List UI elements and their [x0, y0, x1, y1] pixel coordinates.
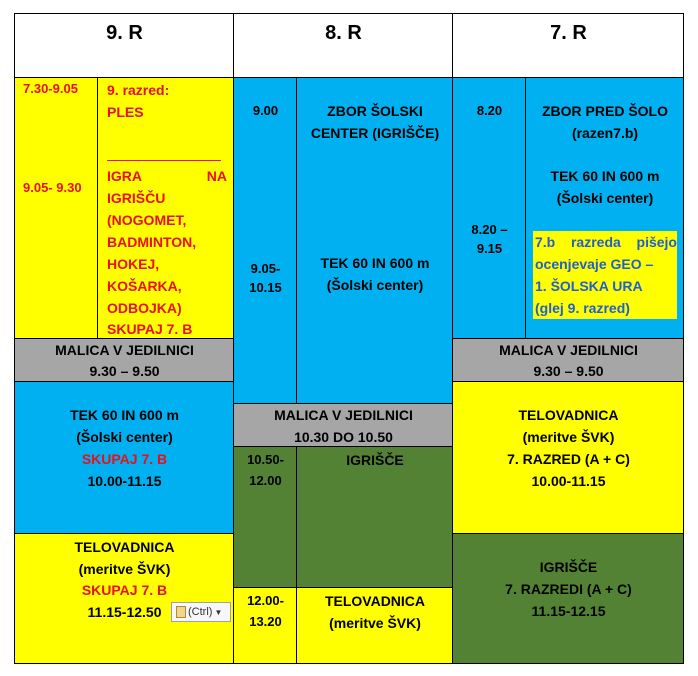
header-9r-label: 9. R: [106, 22, 143, 44]
r7-note-line4: (glej 9. razred): [535, 300, 630, 316]
r9-malica-line1: MALICA V JEDILNICI: [55, 342, 194, 358]
r9-event1-line2: PLES: [107, 104, 144, 120]
r7-time1: 8.20: [476, 103, 503, 118]
r9-tek: [14, 381, 234, 534]
r8-igrisce-label: IGRIŠČE: [346, 452, 404, 468]
r8-time-cell-4: [233, 587, 297, 664]
r9-malica-line2: 9.30 – 9.50: [89, 363, 160, 379]
r7-event1b-line1: TEK 60 IN 600 m: [550, 168, 660, 184]
r7-event1b-line2: (Šolski center): [556, 190, 654, 206]
r9-event2-line8: SKUPAJ 7. B: [107, 321, 193, 337]
r9-time1: 7.30-9.05: [23, 81, 78, 96]
r9-tek-line2: (Šolski center): [76, 429, 173, 445]
header-8r: [233, 13, 453, 78]
header-9r: [14, 13, 234, 78]
r7-igrisce-line1: IGRIŠČE: [539, 559, 598, 575]
r9-event2-line6: KOŠARKA,: [107, 278, 182, 294]
r9-telovadnica: [14, 533, 234, 664]
r7-note-line2: ocenjevaje GEO –: [535, 256, 654, 272]
r9-event2-line1: IGRA NA: [107, 168, 227, 184]
r8-malica-line2: 10.30 DO 10.50: [294, 429, 393, 445]
r9-event-cell: [97, 77, 234, 339]
r9-event2-line3: (NOGOMET,: [107, 212, 187, 228]
r7-event1-line1: ZBOR PRED ŠOLO: [541, 103, 668, 119]
r7-event-cell-1: [525, 77, 684, 339]
paste-options-button[interactable]: [171, 602, 231, 622]
r8-event2-line1: TEK 60 IN 600 m: [320, 255, 430, 271]
r8-malica: [233, 403, 453, 447]
header-7r: [452, 13, 684, 78]
r7-note-line3: 1. ŠOLSKA URA: [535, 278, 643, 294]
r7-igrisce-line2: 7. RAZREDI (A + C): [505, 581, 632, 597]
r9-tek-line1: TEK 60 IN 600 m: [70, 407, 179, 423]
r9-event2-line4: BADMINTON,: [107, 234, 197, 250]
r9-divider: [107, 160, 221, 161]
r9-malica: [14, 338, 234, 382]
r7-malica: [452, 338, 684, 382]
r8-time1: 9.00: [252, 103, 279, 118]
r8-igrisce: [296, 446, 453, 588]
r8-telovadnica-line2: (meritve ŠVK): [329, 615, 421, 631]
r8-time-cell-3: [233, 446, 297, 588]
r9-event1-line1: 9. razred:: [107, 82, 170, 98]
r8-time3-line2: 12.00: [249, 473, 282, 488]
r8-time2-line2: 10.15: [249, 280, 282, 295]
r8-time2-line1: 9.05-: [250, 261, 281, 276]
r9-event2-line2: IGRIŠČU: [107, 190, 166, 206]
header-8r-label: 8. R: [325, 22, 362, 44]
r9-telovadnica-line3: SKUPAJ 7. B: [81, 582, 168, 598]
r8-event-cell-1: [296, 77, 453, 404]
r7-malica-line2: 9.30 – 9.50: [533, 363, 604, 379]
r8-telovadnica-line1: TELOVADNICA: [324, 593, 426, 609]
r7-telovadnica-line1: TELOVADNICA: [518, 407, 619, 423]
r8-time-cell-1: [233, 77, 297, 404]
r9-time2: 9.05- 9.30: [23, 180, 82, 195]
r9-tek-line3: SKUPAJ 7. B: [81, 451, 168, 467]
r7-telovadnica: [452, 381, 684, 534]
r7-time-cell-1: [452, 77, 526, 339]
r8-malica-line1: MALICA V JEDILNICI: [274, 407, 413, 423]
paste-options-label: (Ctrl): [188, 606, 213, 618]
r8-telovadnica: [296, 587, 453, 664]
r7-telovadnica-line4: 10.00-11.15: [531, 473, 606, 489]
r7-telovadnica-line3: 7. RAZRED (A + C): [507, 451, 630, 467]
r7-time2-line1: 8.20 –: [471, 222, 508, 237]
dropdown-arrow-icon: ▼: [214, 608, 223, 617]
r8-event1-line1: ZBOR ŠOLSKI: [327, 103, 423, 119]
r9-tek-line4: 10.00-11.15: [87, 473, 162, 489]
r8-time4-line1: 12.00-: [247, 593, 284, 608]
r9-telovadnica-line2: (meritve ŠVK): [78, 561, 171, 577]
r7-geo-note: [533, 231, 677, 319]
header-7r-label: 7. R: [550, 22, 587, 44]
r7-event1-line2: (razen7.b): [571, 125, 639, 141]
r7-telovadnica-line2: (meritve ŠVK): [522, 429, 615, 445]
r7-time2-line2: 9.15: [476, 241, 503, 256]
r9-event2-line7: ODBOJKA): [107, 300, 182, 316]
r9-time-cell: [14, 77, 98, 339]
r8-time3-line1: 10.50-: [247, 452, 284, 467]
r7-note-line1: 7.b razreda pišejo: [535, 234, 677, 250]
r9-event2-line5: HOKEJ,: [107, 256, 160, 272]
r8-time4-line2: 13.20: [249, 614, 282, 629]
r7-malica-line1: MALICA V JEDILNICI: [499, 342, 638, 358]
r7-igrisce-line3: 11.15-12.15: [531, 603, 606, 619]
r9-telovadnica-line4: 11.15-12.50: [87, 604, 162, 620]
r7-igrisce: [452, 533, 684, 664]
clipboard-icon: [176, 606, 186, 618]
r8-event2-line2: (Šolski center): [326, 277, 424, 293]
r9-telovadnica-line1: TELOVADNICA: [74, 539, 175, 555]
r8-event1-line2: CENTER (IGRIŠČE): [310, 125, 440, 141]
